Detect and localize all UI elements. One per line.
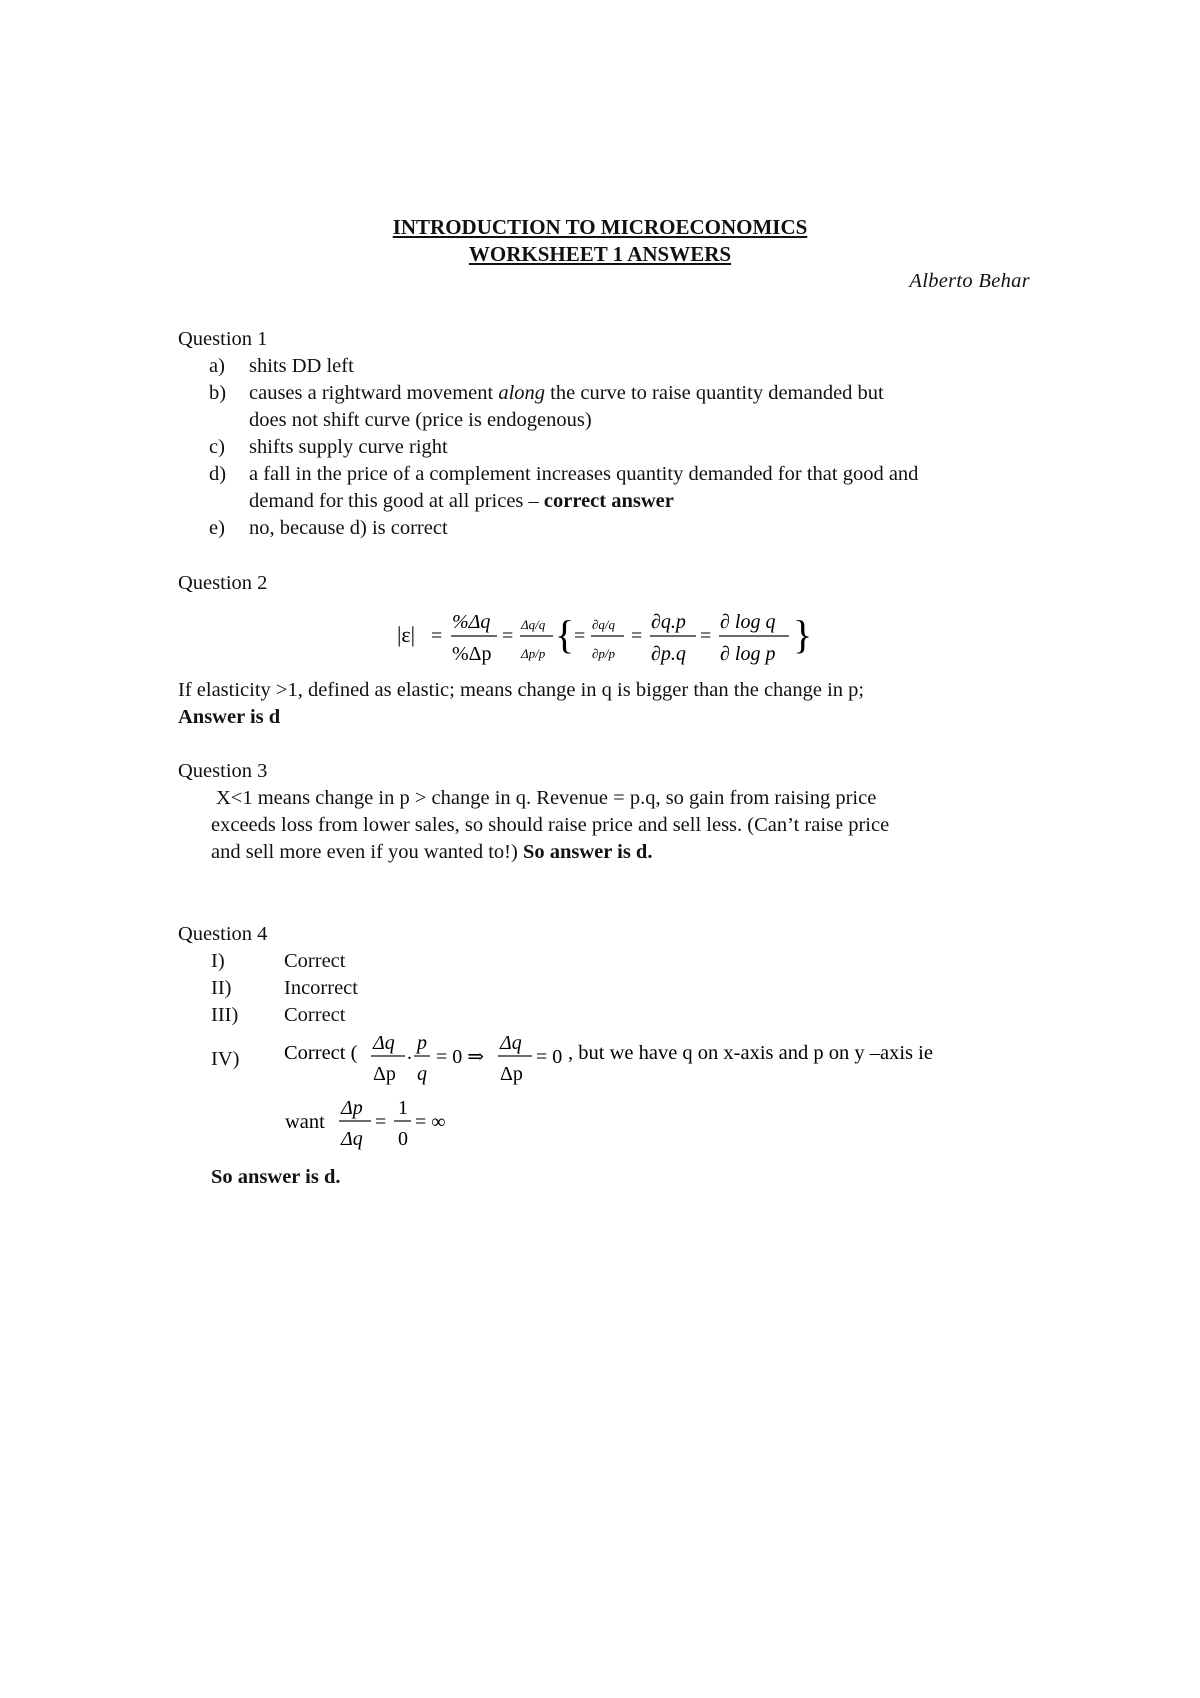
item-text: does not shift curve (price is endogenous) [249, 409, 592, 431]
q2-answer: Answer is d [178, 706, 281, 728]
q2-explanation: If elasticity >1, defined as elastic; means change in q is bigger than the change in p; [178, 679, 865, 701]
partial-p-over-p: ∂p/p [592, 646, 616, 661]
item-label: c) [209, 436, 225, 458]
correct-answer-label: correct answer [543, 490, 674, 512]
svg-text:= 0: = 0 [536, 1046, 563, 1068]
q3-answer: So answer is d. [522, 841, 653, 863]
svg-text:=: = [431, 625, 443, 647]
partial-q-over-q: ∂q/q [592, 617, 616, 632]
svg-text:0: 0 [398, 1128, 408, 1150]
svg-text:.: . [407, 1042, 412, 1064]
svg-text:= 0 ⇒: = 0 ⇒ [436, 1046, 485, 1068]
item-text: demand for this good at all prices – correct answer [249, 490, 674, 512]
svg-text:Correct (: Correct ( [284, 1042, 358, 1064]
item-text: Incorrect [284, 977, 358, 999]
left-brace: { [555, 612, 575, 657]
svg-text:p: p [417, 1032, 427, 1054]
item-label: IV) [211, 1048, 240, 1070]
dq-over-q: Δq/q [521, 617, 546, 632]
author-name: Alberto Behar [909, 270, 1030, 292]
emphasis-text: along [498, 382, 546, 404]
svg-text:=: = [631, 625, 643, 647]
item-label: I) [211, 950, 225, 972]
question-2-heading: Question 2 [178, 572, 268, 594]
q4-want-formula [283, 1094, 483, 1164]
svg-text:Δq: Δq [500, 1032, 522, 1054]
svg-text:=: = [375, 1111, 387, 1133]
question-3-heading: Question 3 [178, 760, 268, 782]
pct-dp: %Δp [452, 643, 492, 665]
svg-text:q: q [417, 1063, 427, 1085]
svg-text:=: = [574, 625, 586, 647]
q3-line-3: and sell more even if you wanted to!) So answer is d. [211, 841, 653, 863]
item-text: shifts supply curve right [249, 436, 448, 458]
svg-text:=: = [700, 625, 712, 647]
item-label: II) [211, 977, 232, 999]
item-text: causes a rightward movement along the curve to raise quantity demanded but [249, 382, 884, 404]
q4-answer-row [211, 1164, 1011, 1191]
item-label: a) [209, 355, 225, 377]
q4-answer: So answer is d. [211, 1166, 341, 1188]
elasticity-formula [395, 596, 815, 676]
document-subtitle: WORKSHEET 1 ANSWERS [468, 242, 732, 266]
dp-q: ∂p.q [651, 643, 686, 665]
dp-over-p: Δp/p [521, 646, 546, 661]
svg-text:1: 1 [398, 1097, 408, 1119]
dlogq: ∂ log q [720, 611, 776, 633]
item-label: b) [209, 382, 227, 404]
svg-text:, but we have q on x-axis and: , but we have q on x-axis and p on y –axis ie [568, 1042, 933, 1064]
document-title: INTRODUCTION TO MICROECONOMICS [392, 215, 808, 239]
item-text: Correct [284, 1004, 346, 1026]
question-4-heading: Question 4 [178, 923, 268, 945]
abs-elasticity: |ε| [397, 622, 416, 647]
item-text: no, because d) is correct [249, 517, 448, 539]
q3-line-2: exceeds loss from lower sales, so should raise price and sell less. (Can’t raise price [211, 814, 890, 836]
pct-dq: %Δq [452, 611, 491, 633]
question-1-heading: Question 1 [178, 328, 268, 350]
item-label: e) [209, 517, 225, 539]
right-brace: } [793, 612, 813, 657]
item-text: shits DD left [249, 355, 354, 377]
svg-text:=: = [502, 625, 514, 647]
svg-text:want: want [285, 1111, 325, 1133]
svg-text:= ∞: = ∞ [415, 1111, 446, 1133]
q3-line-1: X<1 means change in p > change in q. Revenue = p.q, so gain from raising price [216, 787, 877, 809]
dq-p: ∂q.p [651, 611, 686, 633]
svg-text:Δq: Δq [373, 1032, 395, 1054]
svg-text:Δp: Δp [373, 1063, 396, 1085]
svg-text:Δp: Δp [500, 1063, 523, 1085]
item-label: III) [211, 1004, 239, 1026]
item-text: Correct [284, 950, 346, 972]
item-text: a fall in the price of a complement increases quantity demanded for that good and [249, 463, 919, 485]
q2-answer-row [178, 704, 1038, 731]
dlogp: ∂ log p [720, 643, 776, 665]
item-label: d) [209, 463, 227, 485]
svg-text:Δp: Δp [341, 1097, 363, 1119]
q4-iv-formula [283, 1028, 1023, 1098]
svg-text:Δq: Δq [341, 1128, 363, 1150]
